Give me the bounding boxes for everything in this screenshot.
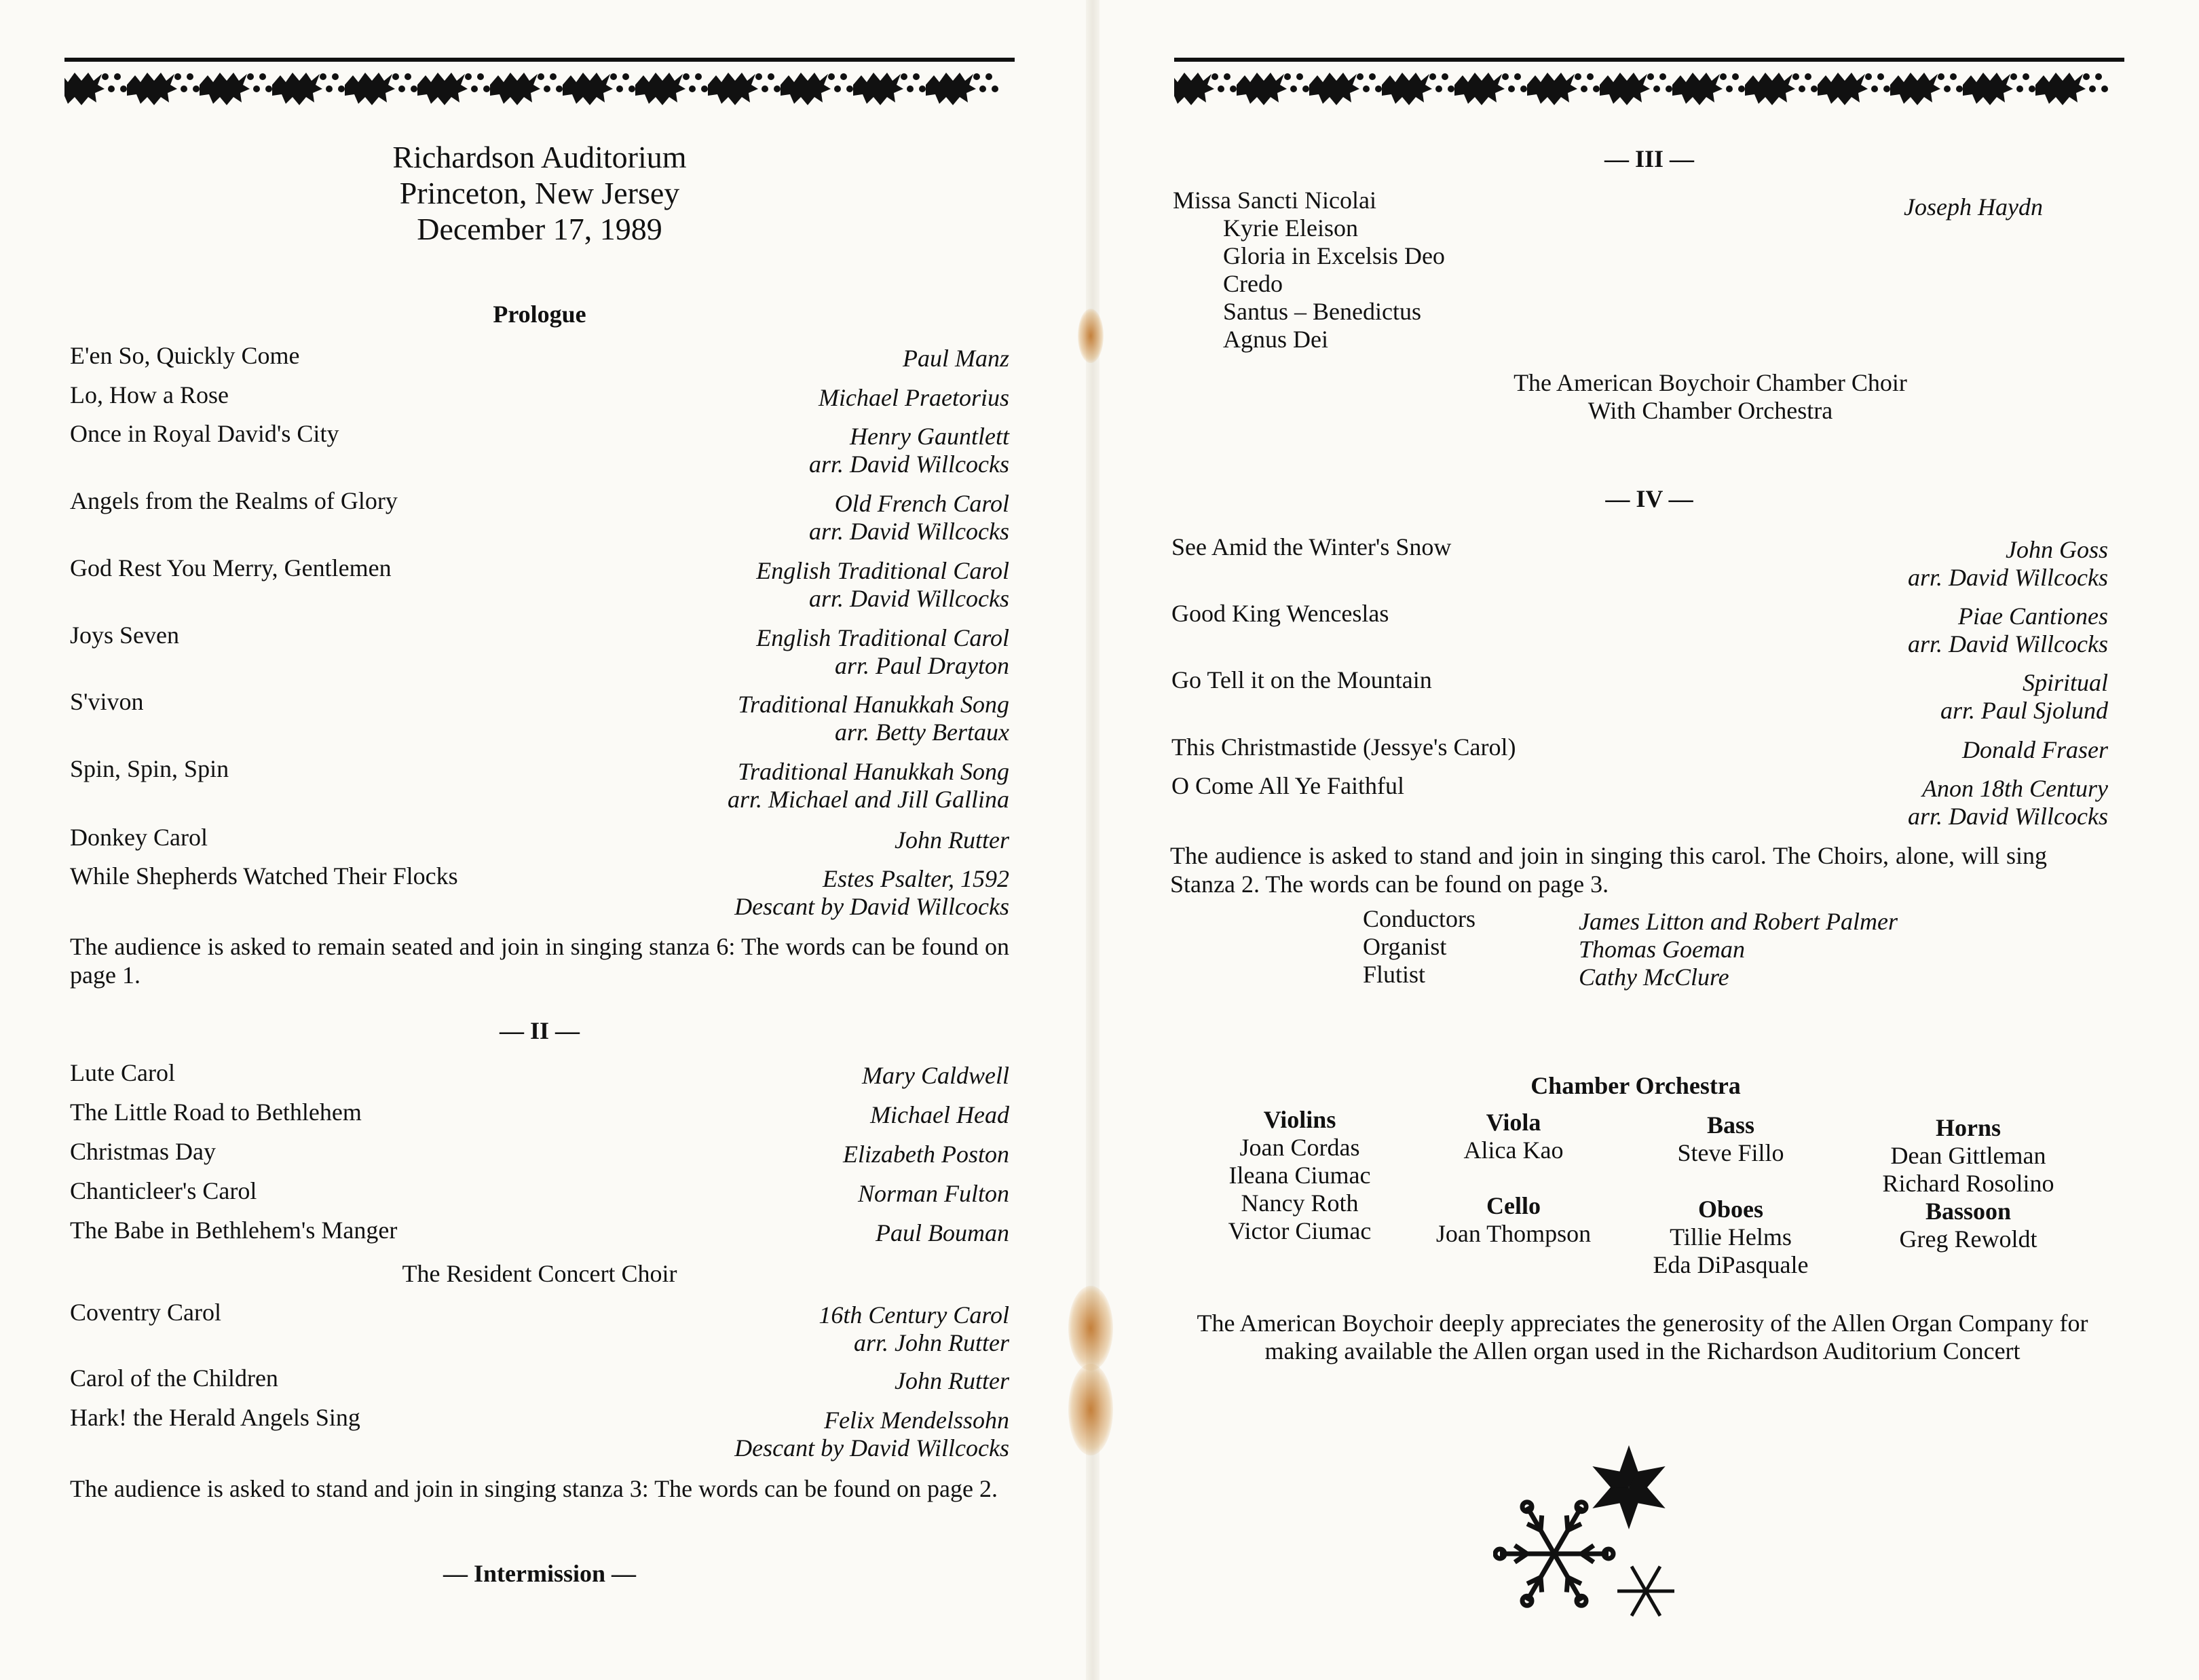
section-2-note: The audience is asked to stand and join in singing stanza 3: The words can be found on page 2.: [70, 1475, 998, 1502]
piece-title: Once in Royal David's City: [70, 420, 339, 447]
composer: John Rutter: [895, 826, 1009, 854]
musician: Tillie Helms: [1670, 1223, 1792, 1251]
staff-roles: [1363, 905, 1476, 989]
movement: Agnus Dei: [1223, 326, 1328, 353]
composer: Donald Fraser: [1962, 736, 2108, 763]
piece-title: God Rest You Merry, Gentlemen: [70, 554, 392, 581]
prologue-note: The audience is asked to remain seated and join in singing stanza 6: The words can be found on page 1.: [70, 933, 1009, 989]
holly-border-icon: [1174, 58, 2124, 105]
arranger: arr. David Willcocks: [809, 585, 1009, 612]
piece-title: O Come All Ye Faithful: [1171, 772, 1405, 799]
piece-title: The Little Road to Bethlehem: [70, 1099, 362, 1126]
viola-label: Viola: [1486, 1109, 1541, 1136]
musician: Greg Rewoldt: [1899, 1225, 2037, 1253]
staff-role: Conductors: [1363, 905, 1476, 932]
oboes-label: Oboes: [1697, 1196, 1763, 1223]
arranger: arr. Betty Bertaux: [835, 719, 1009, 746]
left-page: [0, 0, 1093, 1680]
musician: Eda DiPasquale: [1653, 1251, 1809, 1278]
section-2-heading: — II —: [499, 1017, 580, 1044]
piece-title: See Amid the Winter's Snow: [1171, 533, 1452, 560]
right-page: [1093, 0, 2199, 1680]
arranger: arr. John Rutter: [854, 1329, 1009, 1356]
mass-movements: [1223, 214, 1445, 354]
musician: Victor Ciumac: [1228, 1217, 1372, 1244]
composer: English Traditional Carol: [756, 557, 1009, 584]
piece-title: Carol of the Children: [70, 1364, 278, 1392]
composer: Norman Fulton: [857, 1180, 1009, 1207]
piece-title: Hark! the Herald Angels Sing: [70, 1404, 360, 1431]
section-3-performer: [1466, 369, 1955, 425]
piece-title: Joys Seven: [70, 622, 179, 649]
arranger: arr. Paul Sjolund: [1940, 697, 2108, 724]
composer: 16th Century Carol: [819, 1301, 1009, 1329]
piece-title: Christmas Day: [70, 1138, 216, 1165]
venue-name: Richardson Auditorium: [392, 140, 687, 174]
composer: Michael Head: [870, 1101, 1009, 1128]
horns-label: Horns: [1935, 1114, 2001, 1141]
staff-role: Organist: [1363, 933, 1447, 960]
piece-title: Coventry Carol: [70, 1299, 221, 1326]
composer: Traditional Hanukkah Song: [737, 691, 1009, 718]
composer: Michael Praetorius: [819, 384, 1009, 411]
composer: Anon 18th Century: [1922, 775, 2108, 802]
cello-label: Cello: [1486, 1192, 1541, 1219]
prologue-heading: Prologue: [493, 301, 586, 328]
composer: English Traditional Carol: [756, 624, 1009, 651]
section-4-heading: — IV —: [1605, 485, 1693, 512]
performer-line: The American Boychoir Chamber Choir: [1514, 369, 1907, 396]
arranger: arr. David Willcocks: [809, 451, 1009, 478]
piece-title: Chanticleer's Carol: [70, 1177, 257, 1204]
composer: Traditional Hanukkah Song: [737, 758, 1009, 785]
staff-name: Thomas Goeman: [1579, 936, 1746, 963]
piece-title: The Babe in Bethlehem's Manger: [70, 1217, 398, 1244]
musician: Dean Gittleman: [1890, 1142, 2046, 1169]
composer: Piae Cantiones: [1958, 603, 2108, 630]
staff-name: Cathy McClure: [1579, 963, 1729, 991]
staff-role: Flutist: [1363, 961, 1426, 988]
composer: Spiritual: [2022, 669, 2108, 696]
musician: Ileana Ciumac: [1228, 1162, 1371, 1189]
section-2-performer: The Resident Concert Choir: [402, 1260, 677, 1287]
movement: Credo: [1223, 270, 1283, 297]
piece-title: Angels from the Realms of Glory: [70, 487, 398, 514]
concert-date: December 17, 1989: [417, 212, 662, 246]
piece-title: S'vivon: [70, 688, 144, 715]
violins-column: [1205, 1106, 1395, 1245]
viola-column: [1418, 1109, 1609, 1164]
movement: Santus – Benedictus: [1223, 298, 1421, 325]
piece-title: E'en So, Quickly Come: [70, 342, 300, 369]
arranger: arr. David Willcocks: [1908, 630, 2108, 657]
venue-city: Princeton, New Jersey: [399, 176, 680, 210]
composer: John Goss: [2006, 536, 2108, 563]
piece-title: While Shepherds Watched Their Flocks: [70, 862, 458, 890]
section-4-note: The audience is asked to stand and join in singing this carol. The Choirs, alone, will sing Stanza 2. The words can be found on page 3.: [1170, 842, 2047, 898]
venue-block: [64, 139, 1015, 247]
musician: Richard Rosolino: [1882, 1170, 2054, 1197]
composer: John Rutter: [895, 1367, 1009, 1394]
horns-column: [1863, 1114, 2073, 1253]
musician: Joan Cordas: [1239, 1134, 1360, 1161]
piece-title: Lute Carol: [70, 1059, 175, 1086]
arranger: arr. David Willcocks: [809, 518, 1009, 545]
bassoon-label: Bassoon: [1925, 1198, 2012, 1225]
acknowledgement: [1161, 1310, 2124, 1365]
holly-border-icon: [64, 58, 1015, 105]
composer: Old French Carol: [834, 490, 1009, 517]
piece-title: Spin, Spin, Spin: [70, 755, 229, 782]
piece-title: This Christmastide (Jessye's Carol): [1171, 733, 1516, 761]
composer: Paul Manz: [903, 345, 1009, 372]
composer: Elizabeth Poston: [843, 1141, 1009, 1168]
musician: Joan Thompson: [1435, 1220, 1592, 1247]
movement: Gloria in Excelsis Deo: [1223, 242, 1445, 269]
piece-title: Go Tell it on the Mountain: [1171, 666, 1432, 693]
arranger: arr. Michael and Jill Gallina: [728, 786, 1009, 813]
intermission-heading: — Intermission —: [443, 1560, 636, 1587]
bass-column: [1636, 1111, 1826, 1167]
musician: Steve Fillo: [1677, 1139, 1784, 1166]
cello-column: [1418, 1192, 1609, 1248]
arranger: arr. David Willcocks: [1908, 803, 2108, 830]
composer: Felix Mendelssohn: [824, 1407, 1009, 1434]
arranger: arr. Paul Drayton: [834, 652, 1009, 679]
musician: Nancy Roth: [1241, 1189, 1359, 1217]
arranger: Descant by David Willcocks: [734, 893, 1009, 920]
arranger: arr. David Willcocks: [1908, 564, 2108, 591]
oboes-column: [1636, 1196, 1826, 1279]
staff-name: James Litton and Robert Palmer: [1579, 908, 1898, 935]
composer: Paul Bouman: [876, 1219, 1009, 1246]
bass-label: Bass: [1706, 1111, 1755, 1139]
composer: Mary Caldwell: [862, 1062, 1009, 1089]
arranger: Descant by David Willcocks: [734, 1434, 1009, 1462]
section-3-heading: — III —: [1604, 145, 1695, 172]
musician: Alica Kao: [1463, 1137, 1564, 1164]
violins-label: Violins: [1263, 1106, 1336, 1133]
mass-title: Missa Sancti Nicolai: [1173, 187, 1376, 214]
orchestra-heading: Chamber Orchestra: [1530, 1072, 1741, 1099]
acknowledgement-line: The American Boychoir deeply appreciates the generosity of the Allen Organ Company for: [1197, 1310, 2088, 1337]
mass-composer: Joseph Haydn: [1904, 193, 2043, 221]
movement: Kyrie Eleison: [1223, 214, 1358, 242]
acknowledgement-line: making available the Allen organ used in the Richardson Auditorium Concert: [1264, 1337, 2021, 1364]
piece-title: Good King Wenceslas: [1171, 600, 1389, 627]
snowflake-icon: [1493, 1438, 1697, 1628]
composer: Estes Psalter, 1592: [823, 865, 1009, 892]
staff-names: [1579, 908, 1898, 991]
performer-line: With Chamber Orchestra: [1587, 397, 1833, 424]
piece-title: Lo, How a Rose: [70, 381, 229, 408]
piece-title: Donkey Carol: [70, 824, 208, 851]
composer: Henry Gauntlett: [850, 423, 1009, 450]
